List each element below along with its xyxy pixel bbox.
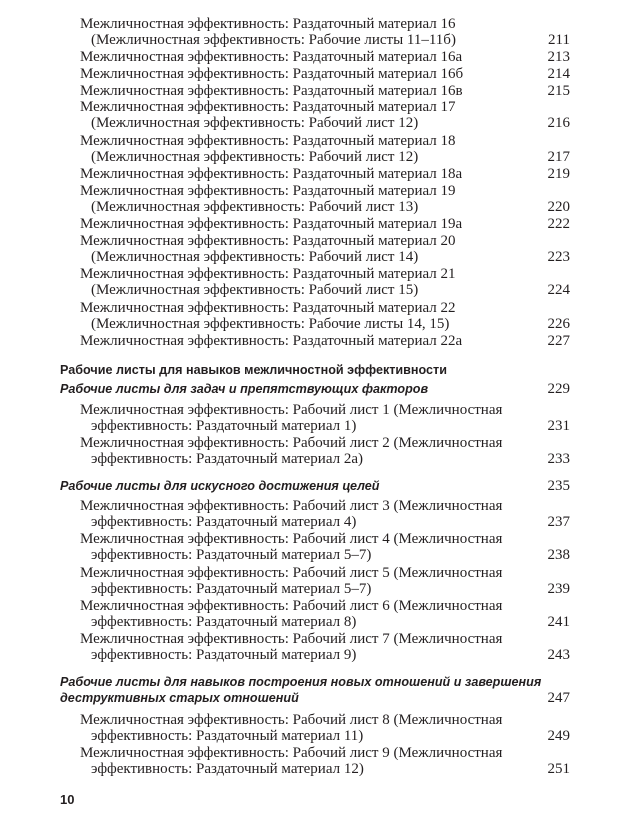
toc-entry xyxy=(80,402,570,435)
toc-entry-line1: Межличностная эффективность: Рабочий лист 8 (Межличностная xyxy=(80,712,503,728)
toc-entry-line2: (Межличностная эффективность: Рабочий лист 13) xyxy=(91,199,419,216)
toc-entry xyxy=(80,266,570,299)
toc-entry xyxy=(80,133,570,166)
toc-entry xyxy=(80,631,570,664)
toc-entry-line2: (Межличностная эффективность: Рабочий лист 14) xyxy=(91,249,419,266)
toc-entry xyxy=(80,49,570,65)
toc-entry-page: 231 xyxy=(547,418,570,435)
toc-entry-page: 233 xyxy=(547,451,570,468)
page-number: 10 xyxy=(60,792,75,807)
toc-entry-page: 251 xyxy=(547,761,570,778)
subsection-title: Рабочие листы для искусного достижения целей xyxy=(60,479,380,493)
toc-entry-line1: Межличностная эффективность: Рабочий лист 1 (Межличностная xyxy=(80,402,503,418)
subsection-page: 229 xyxy=(547,381,570,397)
toc-entry xyxy=(80,498,570,531)
toc-entry-line1: Межличностная эффективность: Рабочий лист 9 (Межличностная xyxy=(80,745,503,761)
toc-entry-line1: Межличностная эффективность: Раздаточный материал 16 xyxy=(80,16,456,32)
toc-entry-line1: Межличностная эффективность: Рабочий лист 5 (Межличностная xyxy=(80,565,503,581)
subsection-page: 247 xyxy=(547,690,570,707)
toc-entry xyxy=(80,99,570,132)
toc-entry-line1: Межличностная эффективность: Рабочий лист 2 (Межличностная xyxy=(80,435,503,451)
toc-entry-line2: эффективность: Раздаточный материал 4) xyxy=(91,514,357,531)
toc-entry-line2: (Межличностная эффективность: Рабочий лист 12) xyxy=(91,115,419,132)
toc-entry-page: 238 xyxy=(547,547,570,564)
subsection-heading xyxy=(60,478,570,494)
toc-entry-page: 226 xyxy=(547,316,570,333)
toc-entry xyxy=(80,83,570,99)
toc-entry-line1: Межличностная эффективность: Раздаточный материал 16б xyxy=(80,66,464,82)
toc-entry-line1: Межличностная эффективность: Раздаточный материал 22а xyxy=(80,333,463,349)
toc-entry-line1: Межличностная эффективность: Раздаточный материал 19 xyxy=(80,183,456,199)
toc-entry-line1: Межличностная эффективность: Раздаточный материал 22 xyxy=(80,300,456,316)
toc-entry-line2: эффективность: Раздаточный материал 9) xyxy=(91,647,357,664)
subsection-heading xyxy=(60,674,570,707)
toc-entry-line2: эффективность: Раздаточный материал 11) xyxy=(91,728,364,745)
toc-entry-page: 239 xyxy=(547,581,570,598)
toc-entry-line2: эффективность: Раздаточный материал 1) xyxy=(91,418,357,435)
toc-entry-page: 215 xyxy=(547,83,570,99)
toc-entry-line1: Межличностная эффективность: Рабочий лист 4 (Межличностная xyxy=(80,531,503,547)
toc-entry-page: 213 xyxy=(547,49,570,65)
toc-entry xyxy=(80,233,570,266)
toc-entry-line2: эффективность: Раздаточный материал 2а) xyxy=(91,451,364,468)
toc-entry-page: 227 xyxy=(547,333,570,349)
toc-entry-line1: Межличностная эффективность: Рабочий лист 6 (Межличностная xyxy=(80,598,503,614)
toc-entry-page: 243 xyxy=(547,647,570,664)
toc-entry xyxy=(80,166,570,182)
toc-entry-line1: Межличностная эффективность: Рабочий лист 3 (Межличностная xyxy=(80,498,503,514)
toc-entry-line1: Межличностная эффективность: Раздаточный материал 17 xyxy=(80,99,456,115)
toc-entry xyxy=(80,183,570,216)
toc-entry-page: 216 xyxy=(547,115,570,132)
subsection-title-line2: деструктивных старых отношений xyxy=(60,691,299,706)
toc-entry-line2: эффективность: Раздаточный материал 5–7) xyxy=(91,581,372,598)
toc-entry-line1: Межличностная эффективность: Раздаточный материал 20 xyxy=(80,233,456,249)
toc-entry xyxy=(80,216,570,232)
toc-entry-line1: Межличностная эффективность: Раздаточный материал 16а xyxy=(80,49,463,65)
toc-entry xyxy=(80,435,570,468)
toc-entry-page: 222 xyxy=(547,216,570,232)
toc-entry-page: 214 xyxy=(547,66,570,82)
toc-entry xyxy=(80,565,570,598)
toc-entry xyxy=(80,66,570,82)
toc-entry-line2: эффективность: Раздаточный материал 12) xyxy=(91,761,364,778)
toc-entry-line2: (Межличностная эффективность: Рабочие листы 11–11б) xyxy=(91,32,456,49)
section-heading: Рабочие листы для навыков межличностной эффективности xyxy=(60,363,447,377)
subsection-heading xyxy=(60,381,570,397)
toc-entry xyxy=(80,300,570,333)
toc-entry-page: 241 xyxy=(547,614,570,631)
toc-entry-line2: эффективность: Раздаточный материал 5–7) xyxy=(91,547,372,564)
toc-entry-line2: (Межличностная эффективность: Рабочий лист 15) xyxy=(91,282,419,299)
subsection-title: Рабочие листы для навыков построения новых отношений и завершения xyxy=(60,675,542,689)
toc-entry-line2: (Межличностная эффективность: Рабочие листы 14, 15) xyxy=(91,316,450,333)
toc-entry-line1: Межличностная эффективность: Раздаточный материал 21 xyxy=(80,266,456,282)
toc-entry-line2: (Межличностная эффективность: Рабочий лист 12) xyxy=(91,149,419,166)
toc-entry-page: 217 xyxy=(547,149,570,166)
toc-entry-page: 249 xyxy=(547,728,570,745)
toc-entry-page: 220 xyxy=(547,199,570,216)
toc-entry xyxy=(80,16,570,49)
toc-entry-page: 223 xyxy=(547,249,570,266)
toc-entry-line1: Межличностная эффективность: Раздаточный материал 18 xyxy=(80,133,456,149)
toc-entry-line1: Межличностная эффективность: Рабочий лист 7 (Межличностная xyxy=(80,631,503,647)
toc-entry xyxy=(80,712,570,745)
toc-entry-page: 211 xyxy=(548,32,570,49)
subsection-title: Рабочие листы для задач и препятствующих факторов xyxy=(60,382,429,396)
toc-entry-page: 224 xyxy=(547,282,570,299)
toc-entry-page: 219 xyxy=(547,166,570,182)
toc-entry-page: 237 xyxy=(547,514,570,531)
subsection-page: 235 xyxy=(547,478,570,494)
toc-entry xyxy=(80,333,570,349)
toc-entry-line1: Межличностная эффективность: Раздаточный материал 18а xyxy=(80,166,463,182)
toc-entry xyxy=(80,745,570,778)
toc-entry-line1: Межличностная эффективность: Раздаточный материал 16в xyxy=(80,83,463,99)
toc-entry-line2: эффективность: Раздаточный материал 8) xyxy=(91,614,357,631)
toc-entry xyxy=(80,598,570,631)
toc-entry-line1: Межличностная эффективность: Раздаточный материал 19а xyxy=(80,216,463,232)
toc-entry xyxy=(80,531,570,564)
